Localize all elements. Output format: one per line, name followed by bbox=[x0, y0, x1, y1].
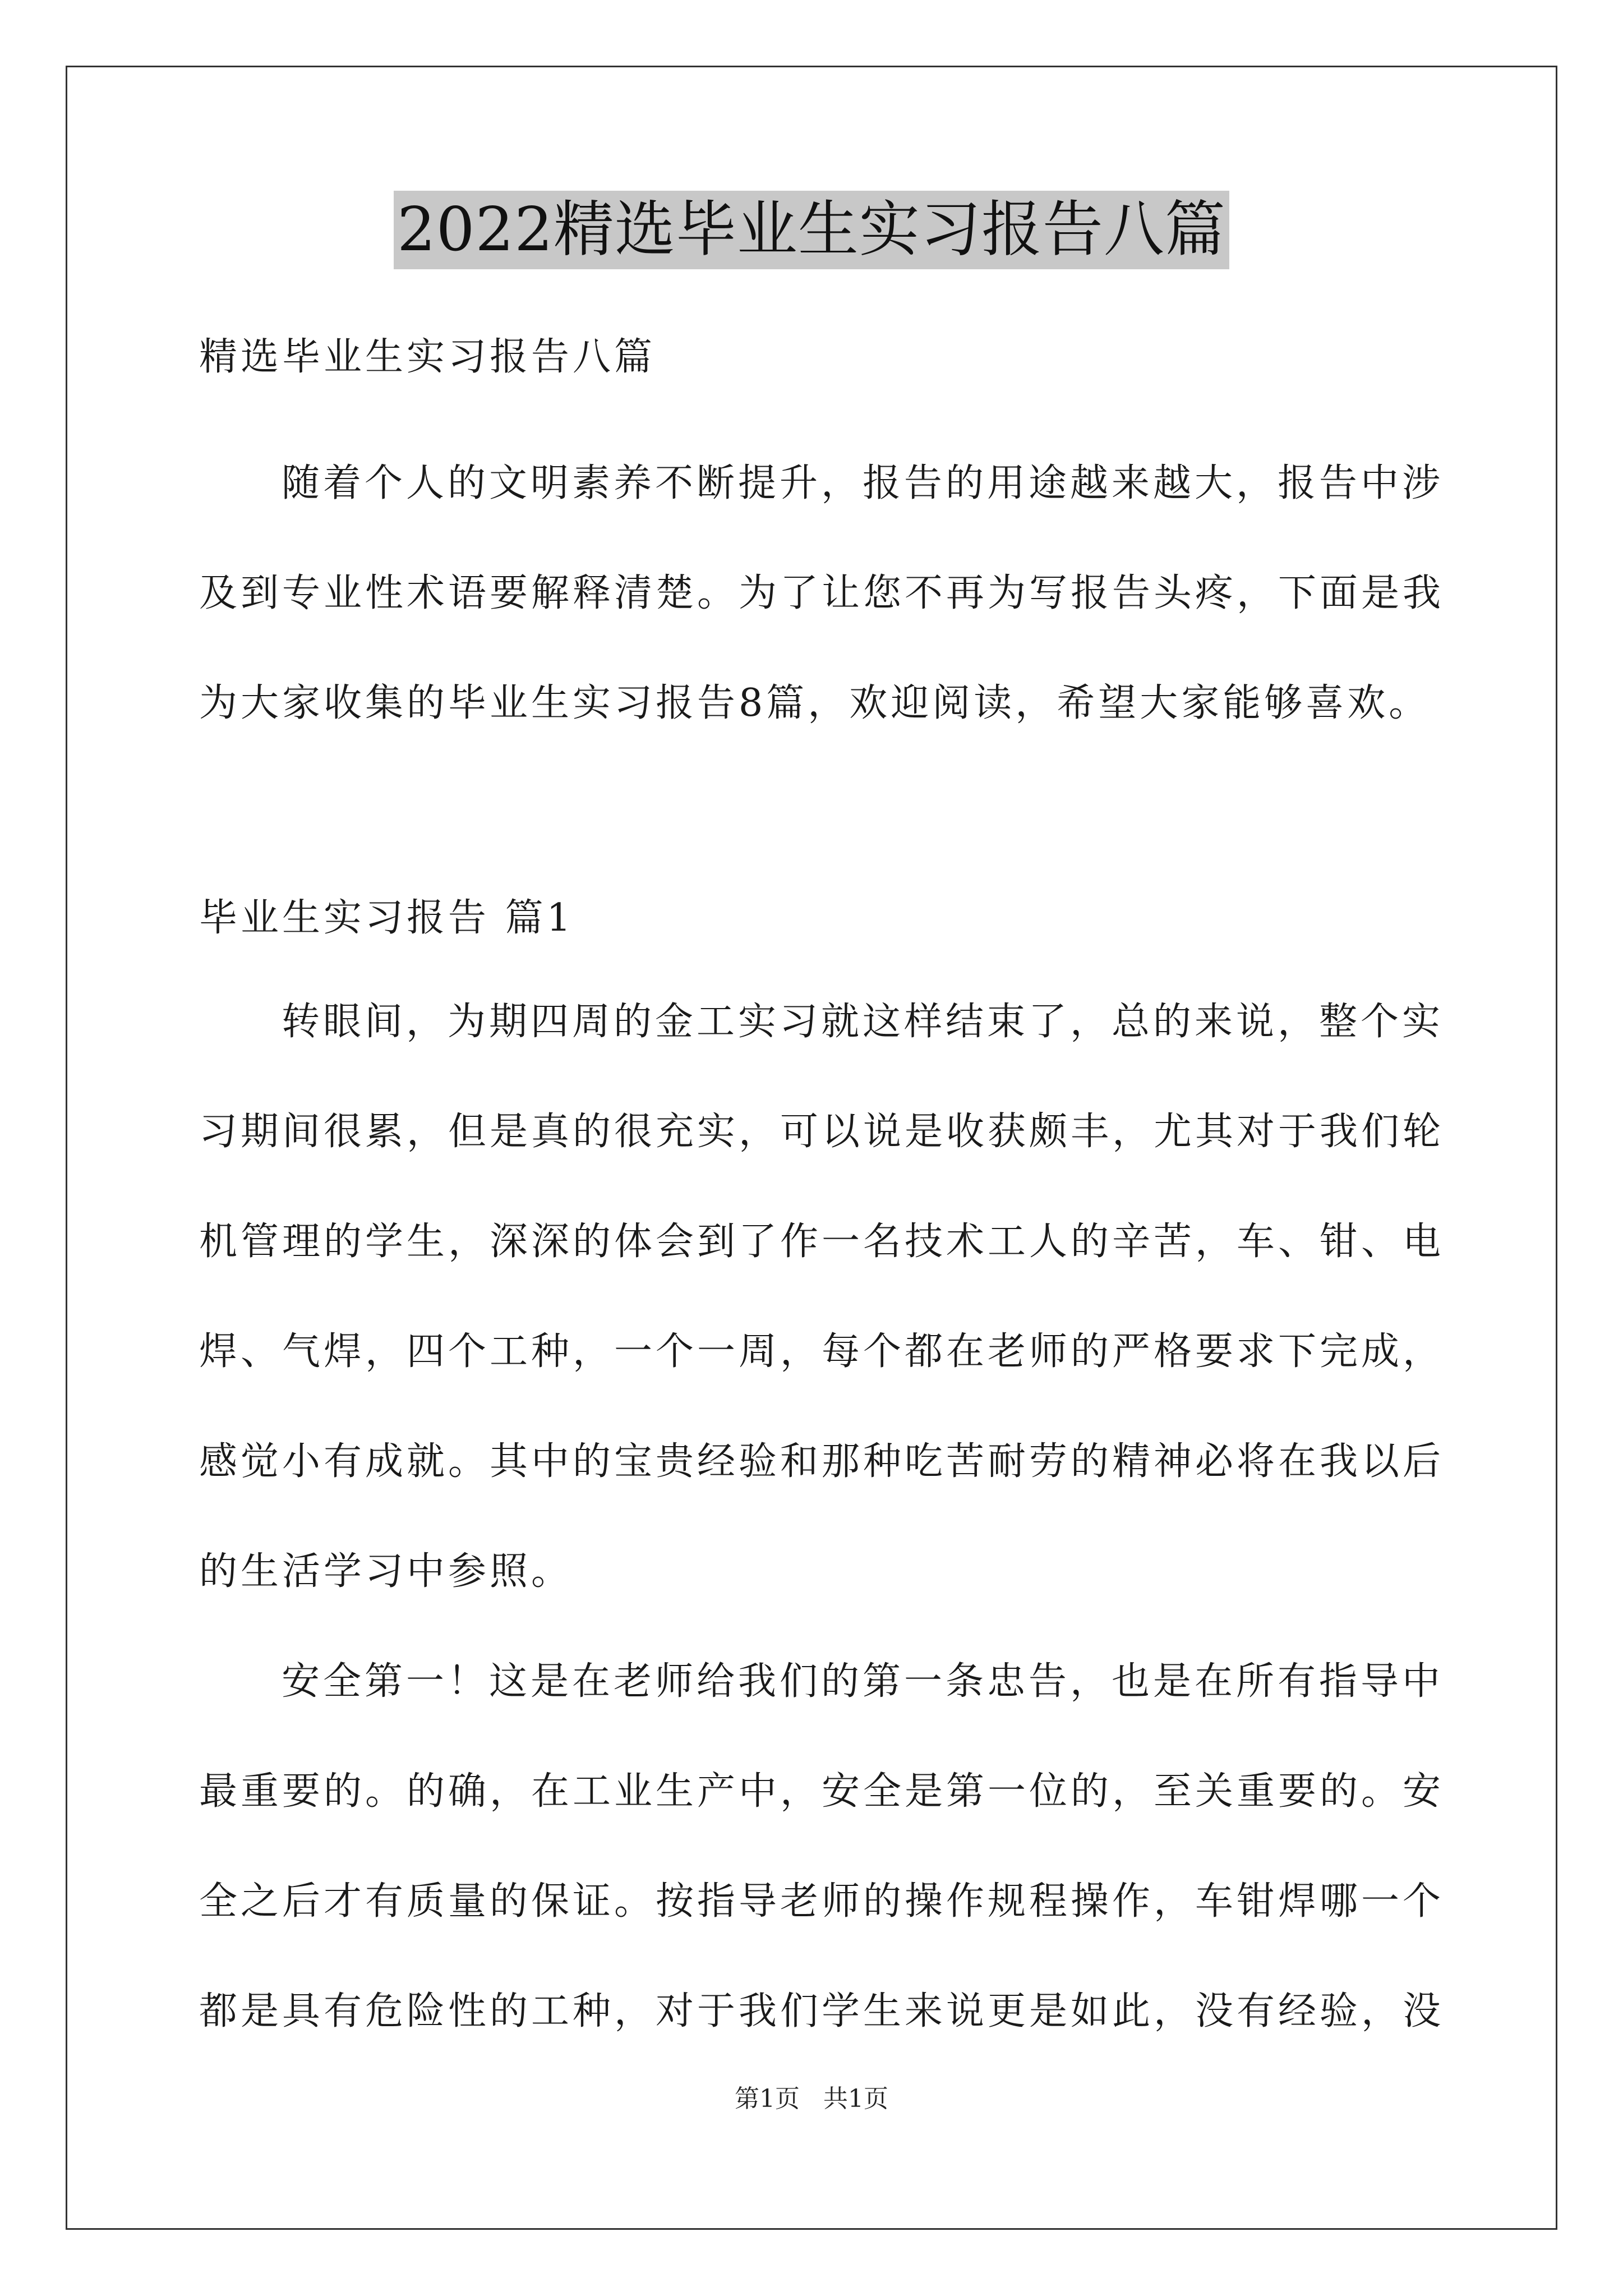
paragraph-line: 感觉小有成就。其中的宝贵经验和那种吃苦耐劳的精神必将在我以后 bbox=[199, 1439, 1445, 1484]
paragraph-line: 都是具有危险性的工种，对于我们学生来说更是如此，没有经验，没 bbox=[199, 1989, 1445, 2033]
paragraph-line: 安全第一！这是在老师给我们的第一条忠告，也是在所有指导中 bbox=[282, 1659, 1444, 1704]
paragraph-line: 转眼间，为期四周的金工实习就这样结束了，总的来说，整个实 bbox=[282, 1000, 1444, 1044]
section-heading: 毕业生实习报告 篇1 bbox=[199, 896, 574, 940]
intro-line: 及到专业性术语要解释清楚。为了让您不再为写报告头疼，下面是我 bbox=[199, 571, 1445, 615]
paragraph-line: 习期间很累，但是真的很充实，可以说是收获颇丰，尤其对于我们轮 bbox=[199, 1110, 1445, 1154]
paragraph-line: 全之后才有质量的保证。按指导老师的操作规程操作，车钳焊哪一个 bbox=[199, 1879, 1445, 1924]
title-wrap bbox=[0, 191, 1623, 269]
page-total: 共1页 bbox=[823, 2085, 888, 2113]
intro-line: 为大家收集的毕业生实习报告8篇，欢迎阅读，希望大家能够喜欢。 bbox=[199, 681, 1431, 725]
intro-line: 随着个人的文明素养不断提升，报告的用途越来越大，报告中涉 bbox=[282, 461, 1444, 505]
subtitle-line: 精选毕业生实习报告八篇 bbox=[199, 335, 656, 379]
page-number: 第1页 bbox=[735, 2085, 800, 2113]
paragraph-line: 机管理的学生，深深的体会到了作一名技术工人的辛苦，车、钳、电 bbox=[199, 1220, 1445, 1264]
paragraph-line: 的生活学习中参照。 bbox=[199, 1549, 573, 1594]
paragraph-line: 焊、气焊，四个工种，一个一周，每个都在老师的严格要求下完成， bbox=[199, 1329, 1445, 1374]
page-footer bbox=[0, 2082, 1623, 2116]
document-title: 2022精选毕业生实习报告八篇 bbox=[394, 191, 1229, 269]
paragraph-line: 最重要的。的确，在工业生产中，安全是第一位的，至关重要的。安 bbox=[199, 1769, 1445, 1814]
